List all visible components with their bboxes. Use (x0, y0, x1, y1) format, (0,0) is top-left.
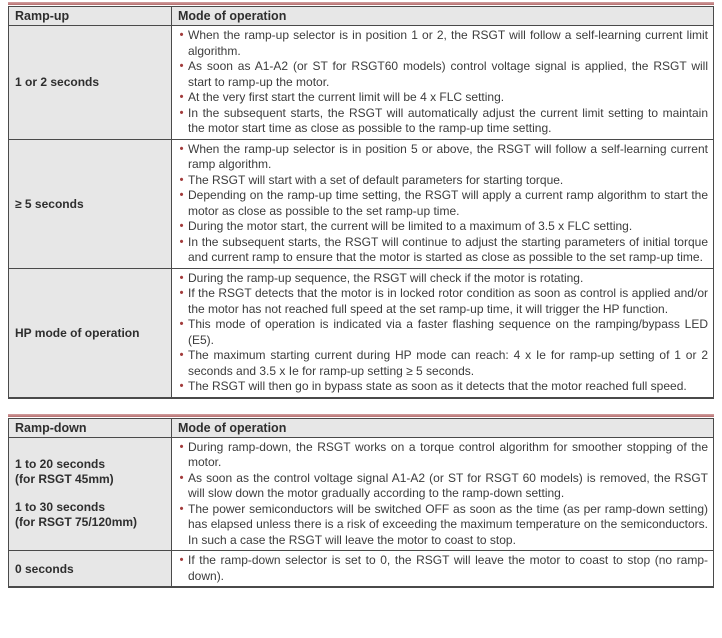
ramp-up-header-row (9, 7, 714, 26)
row-label (9, 437, 172, 551)
bullet-item (175, 271, 710, 287)
bullet-text: In the subsequent starts, the RSGT will automatically adjust the current limit setting to maintain the motor start time as close as possible to the ramp-up time setting. (188, 105, 708, 135)
row-content (172, 551, 714, 588)
bullet-item (175, 348, 710, 379)
bullet-list (175, 28, 710, 137)
row-label: ≥ 5 seconds (9, 139, 172, 268)
bullet-item (175, 235, 710, 266)
table-row (9, 551, 714, 588)
row-content (172, 268, 714, 398)
accent-line (8, 414, 714, 417)
bullet-text: At the very first start the current limit will be 4 x FLC setting. (188, 90, 505, 104)
bullet-icon: • (179, 91, 184, 103)
ramp-down-table (8, 418, 714, 589)
bullet-list (175, 553, 710, 584)
bullet-icon: • (179, 318, 184, 330)
bullet-icon: • (179, 29, 184, 41)
bullet-item (175, 188, 710, 219)
mode-of-operation-header-cell: Mode of operation (172, 7, 714, 26)
table-row (9, 437, 714, 551)
bullet-item (175, 28, 710, 59)
row-content (172, 139, 714, 268)
bullet-icon: • (179, 235, 184, 248)
row-content (172, 26, 714, 140)
bullet-text: The RSGT will then go in bypass state as soon as it detects that the motor reached full speed. (188, 379, 687, 393)
bullet-icon: • (179, 271, 184, 284)
bullet-item (175, 440, 710, 471)
ramp-down-header-cell: Ramp-down (9, 418, 172, 437)
bullet-list (175, 271, 710, 395)
bullet-text: This mode of operation is indicated via a faster flashing sequence on the ramping/bypass LED (E5). (188, 317, 708, 347)
row-label-line: 1 to 20 seconds (15, 456, 106, 471)
bullet-text: If the RSGT detects that the motor is in locked rotor condition as soon as control is applied and/or the motor has not reached full speed at the set ramp-up time, it will trigger the HP function. (188, 286, 708, 316)
row-label: 0 seconds (9, 551, 172, 588)
bullet-item (175, 59, 710, 90)
bullet-icon: • (179, 189, 184, 201)
bullet-item (175, 142, 710, 173)
bullet-item (175, 106, 710, 137)
bullet-text: Depending on the ramp-up time setting, the RSGT will apply a current ramp algorithm to start the motor as close as possible to the set ramp-up time. (188, 188, 708, 218)
bullet-icon: • (179, 349, 184, 361)
bullet-text: When the ramp-up selector is in position 1 or 2, the RSGT will follow a self-learning current limit algorithm. (188, 28, 708, 58)
bullet-text: When the ramp-up selector is in position 5 or above, the RSGT will follow a self-learning current ramp algorithm. (188, 141, 708, 171)
bullet-icon: • (179, 502, 184, 515)
row-label: HP mode of operation (9, 268, 172, 398)
table-row (9, 268, 714, 398)
bullet-item (175, 379, 710, 395)
bullet-item (175, 173, 710, 189)
bullet-text: During ramp-down, the RSGT works on a torque control algorithm for smoother stopping of the motor. (188, 439, 708, 469)
bullet-icon: • (179, 173, 184, 186)
row-label-lines (15, 457, 165, 531)
row-label-line: (for RSGT 45mm) (15, 472, 114, 487)
bullet-text: In the subsequent starts, the RSGT will continue to adjust the starting parameters of initial torque and current ramp to ensure that the motor is started as close as possible to the set ramp-up time. (188, 234, 708, 264)
bullet-icon: • (179, 60, 184, 72)
ramp-down-header-row (9, 418, 714, 437)
bullet-text: If the ramp-down selector is set to 0, the RSGT will leave the motor to coast to stop (no ramp-down). (188, 553, 708, 583)
row-content (172, 437, 714, 551)
bullet-text: The RSGT will start with a set of default parameters for starting torque. (188, 172, 564, 187)
bullet-text: The power semiconductors will be switched OFF as soon as the time (as per ramp-down setting) has elapsed unless there is a risk of exceeding the maximum temperature on the semiconductors. In such a case the RSGT will leave the motor to coast to stop. (188, 501, 708, 547)
bullet-item (175, 286, 710, 317)
bullet-item (175, 219, 710, 235)
row-label: 1 or 2 seconds (9, 26, 172, 140)
bullet-icon: • (179, 142, 184, 155)
bullet-item (175, 317, 710, 348)
row-label-line: 1 to 30 seconds (15, 499, 106, 514)
mode-of-operation-header-cell: Mode of operation (172, 418, 714, 437)
table-gap (8, 399, 714, 414)
bullet-text: During the ramp-up sequence, the RSGT will check if the motor is rotating. (188, 270, 584, 285)
bullet-item (175, 90, 710, 106)
accent-line (8, 2, 714, 5)
ramp-up-header-cell: Ramp-up (9, 7, 172, 26)
bullet-item (175, 553, 710, 584)
bullet-icon: • (179, 380, 184, 392)
bullet-text: As soon as the control voltage signal A1-A2 (or ST for RSGT 60 models) is removed, the RSGT will slow down the motor gradually according to the ramp-down setting. (188, 470, 708, 500)
bullet-text: During the motor start, the current will be limited to a maximum of 3.5 x FLC setting. (188, 219, 633, 233)
bullet-item (175, 502, 710, 549)
bullet-icon: • (179, 440, 184, 453)
table-row (9, 139, 714, 268)
bullet-icon: • (179, 220, 184, 232)
ramp-up-table (8, 6, 714, 399)
bullet-icon: • (179, 471, 184, 484)
row-label-line: (for RSGT 75/120mm) (15, 515, 138, 530)
bullet-item (175, 471, 710, 502)
bullet-icon: • (179, 554, 184, 566)
bullet-list (175, 440, 710, 549)
table-row (9, 26, 714, 140)
bullet-text: The maximum starting current during HP mode can reach: 4 x Ie for ramp-up setting of 1 or 2 seconds and 3.5 x Ie for ramp-up setting ≥ 5 seconds. (188, 348, 708, 378)
bullet-text: As soon as A1-A2 (or ST for RSGT60 models) control voltage signal is applied, the RSGT will start to ramp-up the motor. (188, 59, 708, 89)
bullet-list (175, 142, 710, 266)
bullet-icon: • (179, 106, 184, 119)
label-gap (15, 488, 165, 500)
bullet-icon: • (179, 287, 184, 299)
